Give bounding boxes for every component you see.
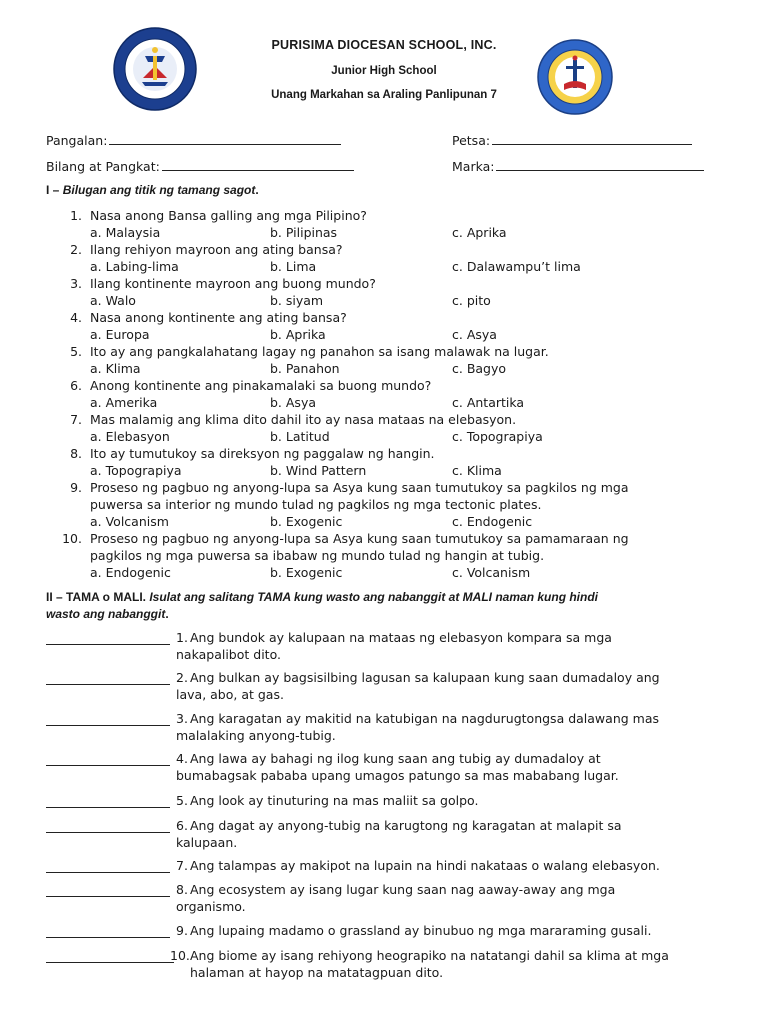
exam-title: Unang Markahan sa Araling Panlipunan 7 xyxy=(271,89,497,101)
answer-blank[interactable] xyxy=(46,684,170,685)
question-number: 7. xyxy=(70,412,82,427)
document-header xyxy=(0,38,768,101)
choice-c[interactable]: c. Topograpiya xyxy=(452,429,543,444)
choice-b[interactable]: b. Latitud xyxy=(270,429,330,444)
part1-heading xyxy=(46,183,259,197)
part2-number: II – TAMA o MALI. xyxy=(46,590,150,604)
choice-a[interactable]: a. Klima xyxy=(90,361,141,376)
part1-number: I – xyxy=(46,183,63,197)
choice-b[interactable]: b. Exogenic xyxy=(270,565,343,580)
choice-a[interactable]: a. Amerika xyxy=(90,395,158,410)
part1-instruction: Bilugan ang titik ng tamang sagot xyxy=(62,183,256,197)
question-text: Proseso ng pagbuo ng anyong-lupa sa Asya kung saan tumutukoy sa pamamaraan ng xyxy=(90,531,629,546)
statement-text: Ang bundok ay kalupaan na mataas ng elebasyon kompara sa mga xyxy=(190,630,612,645)
question-text: Ilang rehiyon mayroon ang ating bansa? xyxy=(90,242,343,257)
score-blank[interactable] xyxy=(496,158,704,171)
choice-a[interactable]: a. Labing-lima xyxy=(90,259,179,274)
choice-a[interactable]: a. Topograpiya xyxy=(90,463,182,478)
choice-b[interactable]: b. Lima xyxy=(270,259,317,274)
answer-blank[interactable] xyxy=(46,765,170,766)
statement-text: organismo. xyxy=(176,899,246,914)
statement-number: 1. xyxy=(176,630,188,645)
question-text: Mas malamig ang klima dito dahil ito ay nasa mataas na elebasyon. xyxy=(90,412,517,427)
statement-text: Ang ecosystem ay isang lugar kung saan nag aaway-away ang mga xyxy=(190,882,616,897)
answer-blank[interactable] xyxy=(46,832,170,833)
part2-instruction-line1: Isulat ang salitang TAMA kung wasto ang nabanggit at MALI naman kung hindi xyxy=(149,590,599,604)
choice-c[interactable]: c. Klima xyxy=(452,463,502,478)
statement-number: 10. xyxy=(170,948,190,963)
choice-b[interactable]: b. Exogenic xyxy=(270,514,343,529)
choice-a[interactable]: a. Europa xyxy=(90,327,150,342)
statement-number: 9. xyxy=(176,923,188,938)
statement-text: Ang dagat ay anyong-tubig na karugtong ng karagatan at malapit sa xyxy=(190,818,622,833)
answer-blank[interactable] xyxy=(46,644,170,645)
part2-period: . xyxy=(165,607,169,621)
name-field[interactable] xyxy=(46,132,341,148)
part1-period: . xyxy=(255,183,259,197)
statement-text: Ang lupaing madamo o grassland ay binubuo ng mga mararaming gusali. xyxy=(190,923,652,938)
choice-c[interactable]: c. Volcanism xyxy=(452,565,531,580)
answer-blank[interactable] xyxy=(46,807,170,808)
choice-c[interactable]: c. Antartika xyxy=(452,395,525,410)
choice-b[interactable]: b. Asya xyxy=(270,395,317,410)
name-label: Pangalan: xyxy=(46,133,108,148)
statement-text: lava, abo, at gas. xyxy=(176,687,284,702)
score-label: Marka: xyxy=(452,159,495,174)
statement-text: malalaking anyong-tubig. xyxy=(176,728,336,743)
statement-text: bumabagsak pababa upang umagos patungo sa mas mababang lugar. xyxy=(176,768,619,783)
date-label: Petsa: xyxy=(452,133,491,148)
section-field[interactable] xyxy=(46,158,354,174)
choice-c[interactable]: c. Aprika xyxy=(452,225,507,240)
choice-a[interactable]: a. Malaysia xyxy=(90,225,161,240)
statement-text: Ang talampas ay makipot na lupain na hindi nakataas o walang elebasyon. xyxy=(190,858,660,873)
question-text: Ilang kontinente mayroon ang buong mundo? xyxy=(90,276,376,291)
question-number: 10. xyxy=(62,531,82,546)
choice-c[interactable]: c. Bagyo xyxy=(452,361,507,376)
question-text: Anong kontinente ang pinakamalaki sa buong mundo? xyxy=(90,378,432,393)
choice-a[interactable]: a. Volcanism xyxy=(90,514,169,529)
question-text: Proseso ng pagbuo ng anyong-lupa sa Asya kung saan tumutukoy sa pagkilos ng mga xyxy=(90,480,629,495)
choice-a[interactable]: a. Walo xyxy=(90,293,136,308)
question-text: Nasa anong kontinente ang ating bansa? xyxy=(90,310,347,325)
question-number: 8. xyxy=(70,446,82,461)
choice-b[interactable]: b. siyam xyxy=(270,293,324,308)
statement-text: Ang look ay tinuturing na mas maliit sa golpo. xyxy=(190,793,479,808)
statement-number: 3. xyxy=(176,711,188,726)
choice-c[interactable]: c. Endogenic xyxy=(452,514,533,529)
answer-blank[interactable] xyxy=(46,896,170,897)
statement-text: Ang karagatan ay makitid na katubigan na nagdurugtongsa dalawang mas xyxy=(190,711,659,726)
answer-blank[interactable] xyxy=(46,872,170,873)
date-field[interactable] xyxy=(452,132,692,148)
statement-number: 7. xyxy=(176,858,188,873)
question-number: 5. xyxy=(70,344,82,359)
choice-b[interactable]: b. Pilipinas xyxy=(270,225,338,240)
question-text: puwersa sa interior ng mundo tulad ng pagkilos ng mga tectonic plates. xyxy=(90,497,542,512)
section-label: Bilang at Pangkat: xyxy=(46,159,160,174)
name-blank[interactable] xyxy=(109,132,341,145)
statement-text: kalupaan. xyxy=(176,835,238,850)
statement-number: 2. xyxy=(176,670,188,685)
question-number: 1. xyxy=(70,208,82,223)
choice-a[interactable]: a. Elebasyon xyxy=(90,429,170,444)
question-number: 3. xyxy=(70,276,82,291)
choice-b[interactable]: b. Panahon xyxy=(270,361,340,376)
choice-b[interactable]: b. Aprika xyxy=(270,327,326,342)
question-text: Ito ay tumutukoy sa direksyon ng paggalaw ng hangin. xyxy=(90,446,435,461)
statement-number: 5. xyxy=(176,793,188,808)
question-number: 2. xyxy=(70,242,82,257)
score-field[interactable] xyxy=(452,158,704,174)
answer-blank[interactable] xyxy=(46,962,174,963)
question-number: 6. xyxy=(70,378,82,393)
date-blank[interactable] xyxy=(492,132,692,145)
question-text: Nasa anong Bansa galling ang mga Pilipino? xyxy=(90,208,367,223)
choice-c[interactable]: c. pito xyxy=(452,293,491,308)
school-name: PURISIMA DIOCESAN SCHOOL, INC. xyxy=(271,38,497,52)
section-blank[interactable] xyxy=(162,158,354,171)
statement-number: 6. xyxy=(176,818,188,833)
question-text: pagkilos ng mga puwersa sa ibabaw ng mundo tulad ng hangin at tubig. xyxy=(90,548,545,563)
statement-text: nakapalibot dito. xyxy=(176,647,281,662)
choice-b[interactable]: b. Wind Pattern xyxy=(270,463,367,478)
answer-blank[interactable] xyxy=(46,725,170,726)
part2-instruction-line2: wasto ang nabanggit xyxy=(46,607,166,621)
part2-heading xyxy=(46,589,726,623)
statement-number: 4. xyxy=(176,751,188,766)
school-level: Junior High School xyxy=(331,65,437,77)
statement-text: Ang bulkan ay bagsisilbing lagusan sa kalupaan kung saan dumadaloy ang xyxy=(190,670,660,685)
question-text: Ito ay ang pangkalahatang lagay ng panahon sa isang malawak na lugar. xyxy=(90,344,549,359)
choice-a[interactable]: a. Endogenic xyxy=(90,565,171,580)
statement-text: halaman at hayop na matatagpuan dito. xyxy=(190,965,444,980)
answer-blank[interactable] xyxy=(46,937,170,938)
choice-c[interactable]: c. Dalawampu’t lima xyxy=(452,259,581,274)
statement-number: 8. xyxy=(176,882,188,897)
question-number: 4. xyxy=(70,310,82,325)
choice-c[interactable]: c. Asya xyxy=(452,327,497,342)
statement-text: Ang lawa ay bahagi ng ilog kung saan ang tubig ay dumadaloy at xyxy=(190,751,601,766)
question-number: 9. xyxy=(70,480,82,495)
statement-text: Ang biome ay isang rehiyong heograpiko na natatangi dahil sa klima at mga xyxy=(190,948,669,963)
